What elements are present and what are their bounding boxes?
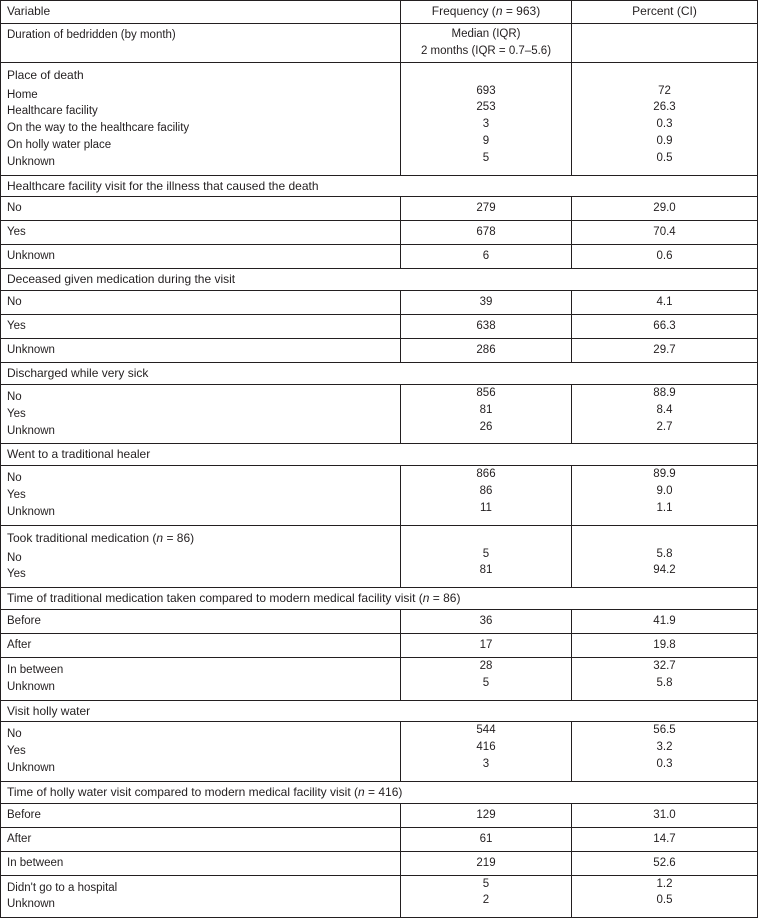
frequency-value: 286 <box>401 339 572 363</box>
percent-cell <box>572 722 758 781</box>
frequency-value: 86 <box>479 484 493 497</box>
category-label: In between <box>1 851 401 875</box>
median-label: Median (IQR) <box>451 28 521 40</box>
category-label: On the way to the healthcare facility <box>7 122 190 135</box>
frequency-cell <box>401 722 572 781</box>
duration-row <box>1 24 758 63</box>
percent-value: 26.3 <box>653 101 676 114</box>
frequency-cell <box>401 62 572 175</box>
category-label: Yes <box>1 221 401 245</box>
data-row <box>1 609 758 633</box>
percent-value: 56.5 <box>653 724 676 737</box>
percent-value: 0.5 <box>656 151 673 164</box>
section-header-row <box>1 175 758 197</box>
category-label: Yes <box>7 407 26 420</box>
category-label: In between <box>7 663 64 676</box>
frequency-value: 81 <box>479 403 493 416</box>
frequency-value: 6 <box>401 245 572 269</box>
category-label: Unknown <box>7 761 55 774</box>
percent-value: 4.1 <box>572 291 758 315</box>
percent-value: 8.4 <box>656 403 673 416</box>
category-label: No <box>7 728 22 741</box>
section-header-row <box>1 781 758 803</box>
frequency-value: 129 <box>401 803 572 827</box>
header-variable: Variable <box>1 1 401 24</box>
percent-value: 0.5 <box>656 894 673 907</box>
section-title <box>1 444 758 466</box>
frequency-value: 3 <box>482 118 490 131</box>
frequency-value: 26 <box>479 420 493 433</box>
header-row <box>1 1 758 24</box>
percent-cell <box>572 875 758 918</box>
frequency-value: 693 <box>476 84 496 97</box>
category-label: No <box>1 291 401 315</box>
frequency-value: 11 <box>480 501 492 514</box>
percent-value: 72 <box>658 84 671 97</box>
category-cell <box>1 384 401 443</box>
category-label: Unknown <box>7 505 55 518</box>
data-row <box>1 827 758 851</box>
frequency-value: 638 <box>401 315 572 339</box>
data-row <box>1 291 758 315</box>
section-stacked-row <box>1 62 758 175</box>
section-title <box>1 175 758 197</box>
data-row <box>1 339 758 363</box>
frequency-cell <box>401 384 572 443</box>
category-label: Didn't go to a hospital <box>7 881 118 894</box>
percent-cell <box>572 657 758 700</box>
frequency-value: 856 <box>476 386 496 399</box>
frequency-cell <box>401 525 572 588</box>
frequency-value: 5 <box>482 547 490 560</box>
percent-value: 66.3 <box>572 315 758 339</box>
section-title-rest: = 86) <box>429 591 461 606</box>
frequency-value: 416 <box>476 741 496 754</box>
spacer <box>572 526 757 546</box>
section-header-row <box>1 269 758 291</box>
category-label: Unknown <box>1 245 401 269</box>
section-title-rest: = 86) <box>163 530 195 545</box>
percent-value: 32.7 <box>653 659 676 672</box>
frequency-value: 219 <box>401 851 572 875</box>
data-row <box>1 633 758 657</box>
section-title-text: Time of holly water visit compared to modern medical facility visit ( <box>7 784 358 799</box>
header-percent: Percent (CI) <box>572 1 758 24</box>
section-header-row <box>1 700 758 722</box>
frequency-value: 678 <box>401 221 572 245</box>
section-title <box>1 363 758 385</box>
frequency-cell <box>401 657 572 700</box>
frequency-cell <box>401 875 572 918</box>
duration-label: Duration of bedridden (by month) <box>1 24 401 63</box>
section-title-text: Place of death <box>7 67 84 82</box>
spacer <box>401 526 571 546</box>
category-cell <box>1 722 401 781</box>
frequency-value: 2 <box>482 894 490 907</box>
section-stacked-row <box>1 525 758 588</box>
category-cell <box>1 466 401 525</box>
category-cell <box>1 875 401 918</box>
category-cell <box>1 62 401 175</box>
percent-value: 5.8 <box>656 547 673 560</box>
median-value: 2 months (IQR = 0.7–5.6) <box>420 44 552 57</box>
category-label: Yes <box>7 745 26 758</box>
percent-value: 19.8 <box>572 633 758 657</box>
section-title-text: Discharged while very sick <box>7 366 149 381</box>
frequency-value: 279 <box>401 197 572 221</box>
category-label: After <box>1 827 401 851</box>
data-row <box>1 245 758 269</box>
percent-value: 1.1 <box>656 501 673 514</box>
section-title-text: Deceased given medication during the visit <box>7 272 236 287</box>
category-label: Before <box>1 609 401 633</box>
category-label: Unknown <box>7 424 55 437</box>
section-title-text: Visit holly water <box>7 703 91 718</box>
data-row <box>1 197 758 221</box>
percent-value: 70.4 <box>572 221 758 245</box>
category-label: Yes <box>1 315 401 339</box>
header-frequency: Frequency (n = 963) <box>401 1 572 24</box>
percent-cell <box>572 525 758 588</box>
section-header-row <box>1 588 758 610</box>
category-label: Yes <box>7 488 26 501</box>
percent-value: 14.7 <box>572 827 758 851</box>
spacer <box>401 63 571 83</box>
duration-median <box>401 24 572 63</box>
category-label: Unknown <box>7 155 55 168</box>
frequency-value: 28 <box>479 659 493 672</box>
section-stacked-row <box>1 384 758 443</box>
frequency-value: 17 <box>401 633 572 657</box>
frequency-value: 5 <box>482 877 490 890</box>
percent-value: 52.6 <box>572 851 758 875</box>
percent-value: 2.7 <box>656 420 673 433</box>
frequency-value: 39 <box>401 291 572 315</box>
section-stacked-row <box>1 466 758 525</box>
percent-value: 1.2 <box>656 877 673 890</box>
category-label: Before <box>1 803 401 827</box>
section-title <box>7 67 400 87</box>
section-title-text: Healthcare facility visit for the illness that caused the death <box>7 178 319 193</box>
percent-value: 88.9 <box>653 386 676 399</box>
percent-value: 0.6 <box>572 245 758 269</box>
category-label: Unknown <box>1 339 401 363</box>
frequency-value: 36 <box>401 609 572 633</box>
section-title-text: Went to a traditional healer <box>7 447 151 462</box>
data-row <box>1 851 758 875</box>
spacer <box>572 63 757 83</box>
percent-value: 0.3 <box>656 118 673 131</box>
frequency-value: 5 <box>482 676 490 689</box>
frequency-value: 5 <box>482 151 490 164</box>
frequency-value: 61 <box>401 827 572 851</box>
category-label: Home <box>7 88 38 101</box>
frequency-value: 3 <box>482 757 490 770</box>
category-label: No <box>7 390 22 403</box>
section-stacked-row <box>1 875 758 918</box>
category-label: Unknown <box>7 680 55 693</box>
duration-percent-empty <box>572 24 758 63</box>
percent-cell <box>572 384 758 443</box>
section-title-text: Took traditional medication ( <box>7 530 157 545</box>
section-header-row <box>1 363 758 385</box>
section-title-n: n <box>156 530 164 545</box>
category-cell <box>1 525 401 588</box>
category-label: After <box>1 633 401 657</box>
percent-value: 5.8 <box>656 676 673 689</box>
data-row <box>1 803 758 827</box>
frequency-cell <box>401 466 572 525</box>
frequency-value: 81 <box>479 564 493 577</box>
percent-value: 94.2 <box>653 564 676 577</box>
section-title-n: n <box>358 784 365 799</box>
percent-value: 29.7 <box>572 339 758 363</box>
category-label: Yes <box>7 568 26 581</box>
section-title-text: Time of traditional medication taken compared to modern medical facility visit ( <box>7 591 423 606</box>
percent-value: 31.0 <box>572 803 758 827</box>
frequency-value: 253 <box>476 101 496 114</box>
frequency-value: 9 <box>482 134 490 147</box>
category-label: Healthcare facility <box>7 105 98 118</box>
percent-value: 29.0 <box>572 197 758 221</box>
frequency-value: 544 <box>476 724 496 737</box>
percent-value: 0.9 <box>656 134 673 147</box>
section-title-rest: = 416) <box>364 784 403 799</box>
section-stacked-row <box>1 722 758 781</box>
percent-value: 3.2 <box>656 741 673 754</box>
section-title <box>1 269 758 291</box>
percent-value: 89.9 <box>653 468 676 481</box>
category-label: No <box>1 197 401 221</box>
category-label: No <box>7 472 22 485</box>
section-title-n: n <box>422 591 430 606</box>
percent-value: 41.9 <box>572 609 758 633</box>
percent-value: 0.3 <box>656 757 673 770</box>
category-cell <box>1 657 401 700</box>
percent-value: 9.0 <box>656 484 673 497</box>
section-stacked-row <box>1 657 758 700</box>
frequency-value: 866 <box>476 468 496 481</box>
section-title <box>1 588 758 610</box>
data-row <box>1 221 758 245</box>
section-title <box>1 781 758 803</box>
percent-cell <box>572 62 758 175</box>
section-title <box>7 530 400 550</box>
category-label: On holly water place <box>7 138 112 151</box>
category-label: No <box>7 551 22 564</box>
percent-cell <box>572 466 758 525</box>
data-row <box>1 315 758 339</box>
section-title <box>1 700 758 722</box>
section-header-row <box>1 444 758 466</box>
category-label: Unknown <box>7 898 55 911</box>
